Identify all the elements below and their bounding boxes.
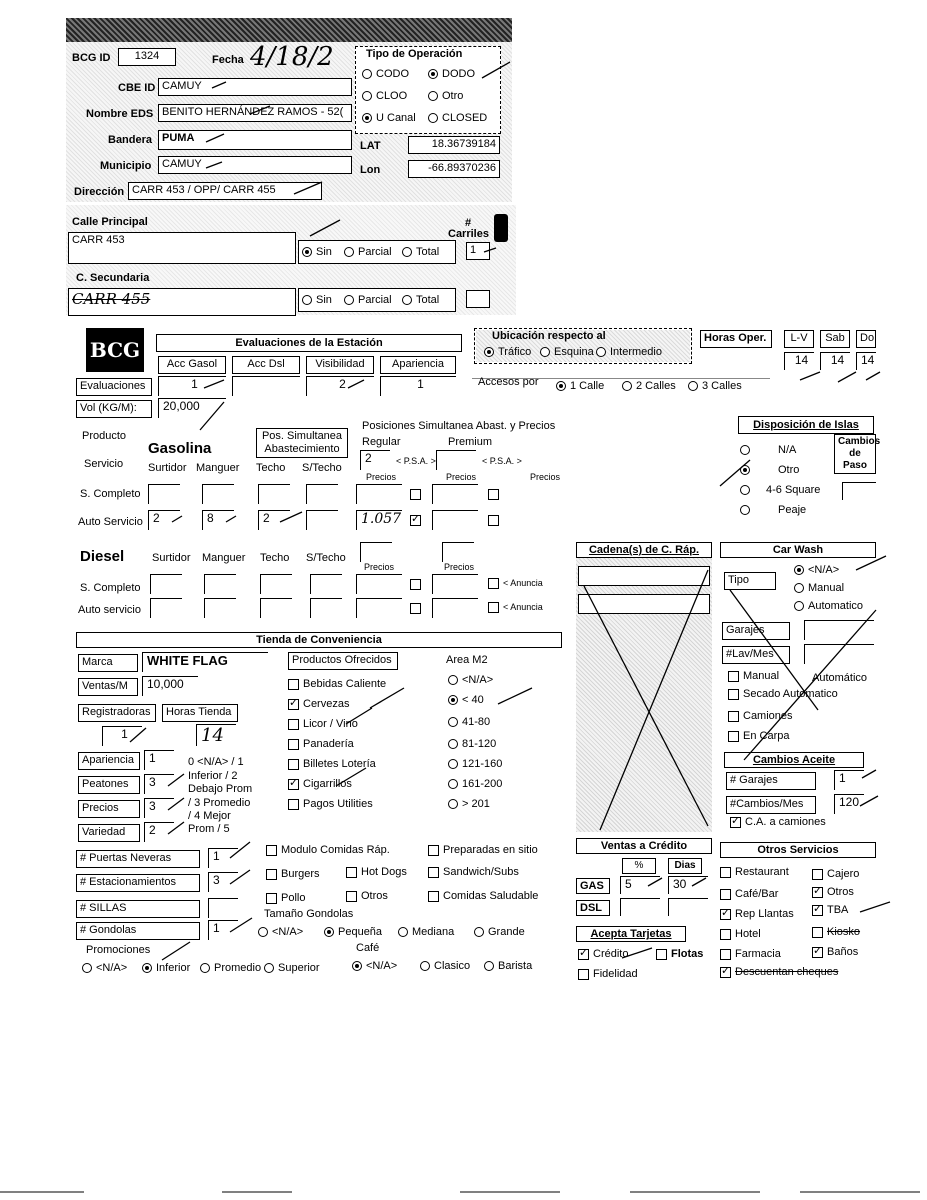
- calle-principal-field[interactable]: CARR 453: [68, 232, 296, 264]
- ventas-credito-title: Ventas a Crédito: [576, 838, 712, 854]
- municipio-field[interactable]: CAMUY: [158, 156, 352, 174]
- dsl-scompleto-anuncia[interactable]: < Anuncia: [488, 578, 543, 589]
- tamano-label: Tamaño Gondolas: [264, 908, 354, 920]
- op-cloo[interactable]: CLOO: [362, 90, 407, 102]
- horas-tienda-label: Horas Tienda: [162, 704, 238, 722]
- principal-total[interactable]: Total: [402, 246, 439, 258]
- prod-licor[interactable]: Licor / Vino: [288, 718, 358, 730]
- carwash-lav-label: #Lav/Mes: [722, 646, 790, 664]
- horas-tienda-field[interactable]: 14: [196, 724, 236, 746]
- gas-auto-regular-precio[interactable]: 1.057: [356, 510, 402, 530]
- fecha-label: Fecha: [212, 54, 244, 66]
- peatones-label: Peatones: [78, 776, 140, 794]
- area-na[interactable]: <N/A>: [448, 674, 493, 686]
- apariencia-label: Apariencia: [78, 752, 140, 770]
- estac-label: # Estacionamientos: [76, 874, 200, 892]
- regular-psa-hint: < P.S.A. >: [396, 456, 436, 466]
- dsl-precios-hint-1: Precios: [364, 562, 395, 572]
- bandera-label: Bandera: [108, 134, 153, 146]
- carwash-garajes-label: Garajes: [722, 622, 790, 640]
- nombre-label: Nombre EDS: [86, 108, 154, 120]
- tarjeta-credito[interactable]: ✓Crédito: [578, 948, 628, 960]
- mark-16: [800, 372, 880, 382]
- mark-4: [206, 162, 222, 168]
- pos-simultanea-label: Pos. Simultanea Abastecimiento: [256, 428, 348, 458]
- operacion-title: Tipo de Operación: [366, 48, 463, 60]
- aceite-cambios-field[interactable]: 120: [834, 794, 864, 814]
- pos-precios-label: Posiciones Simultanea Abast. y Precios: [362, 420, 556, 432]
- municipio-label: Municipio: [100, 160, 152, 172]
- otros-descuentan[interactable]: ✓Descuentan cheques: [720, 966, 838, 978]
- islas-peaje[interactable]: Peaje: [740, 504, 806, 516]
- promo-inferior[interactable]: Inferior: [142, 962, 190, 974]
- carwash-camiones[interactable]: Camiones: [728, 710, 793, 722]
- tienda-title: Tienda de Conveniencia: [76, 632, 562, 648]
- eval-apariencia-field[interactable]: 1: [380, 376, 456, 396]
- otros-restaurant[interactable]: Restaurant: [720, 866, 789, 878]
- puertas-field[interactable]: 1: [208, 848, 238, 868]
- gas-row-autoservicio-label: Auto Servicio: [78, 516, 143, 528]
- mark-29: [622, 948, 652, 958]
- otros-rep-llantas[interactable]: ✓Rep Llantas: [720, 908, 794, 920]
- carwash-carpa[interactable]: En Carpa: [728, 730, 789, 742]
- carwash-automatico[interactable]: Automatico: [794, 600, 863, 612]
- aceite-title: Cambios Aceite: [724, 752, 864, 768]
- carwash-title: Car Wash: [720, 542, 876, 558]
- islas-title: Disposición de Islas: [738, 416, 874, 434]
- secundaria-total[interactable]: Total: [402, 294, 439, 306]
- sillas-label: # SILLAS: [76, 900, 200, 918]
- saludable[interactable]: Comidas Saludable: [428, 890, 538, 902]
- area-201[interactable]: > 201: [448, 798, 490, 810]
- precios-hint-2: Precios: [446, 472, 477, 482]
- mark-1: [212, 82, 226, 88]
- prod-bebidas[interactable]: Bebidas Caliente: [288, 678, 386, 690]
- otros-tba[interactable]: ✓ TBA: [812, 904, 848, 916]
- horas-sab-field[interactable]: 14: [820, 352, 850, 370]
- mark-5: [294, 182, 322, 194]
- burgers[interactable]: Burgers: [266, 868, 320, 880]
- prod-cervezas[interactable]: ✓Cervezas: [288, 698, 349, 710]
- islas-square[interactable]: 4-6 Square: [740, 484, 820, 496]
- estac-field[interactable]: 3: [208, 872, 238, 892]
- preparadas[interactable]: Preparadas en sitio: [428, 844, 538, 856]
- prod-pagos[interactable]: Pagos Utilities: [288, 798, 373, 810]
- evaluaciones-label: Evaluaciones: [76, 378, 152, 396]
- otros-cajero[interactable]: Cajero: [812, 868, 859, 880]
- scale-1: Inferior / 2: [188, 770, 238, 782]
- lat-label: LAT: [360, 140, 381, 152]
- op-codo[interactable]: CODO: [362, 68, 409, 80]
- principal-sin[interactable]: Sin: [302, 246, 332, 258]
- gas-auto-surtidor[interactable]: 2: [148, 510, 180, 530]
- otros-comidas[interactable]: Otros: [346, 890, 388, 902]
- tamano-grande[interactable]: Grande: [474, 926, 525, 938]
- eval-header-visibilidad: Visibilidad: [306, 356, 374, 374]
- prod-billetes[interactable]: Billetes Lotería: [288, 758, 376, 770]
- mark-13: [226, 516, 236, 522]
- diesel-title: Diesel: [80, 548, 125, 565]
- bcg-logo: BCG: [86, 328, 144, 372]
- secundaria-parcial[interactable]: Parcial: [344, 294, 392, 306]
- tamano-na[interactable]: <N/A>: [258, 926, 303, 938]
- otros-banos[interactable]: ✓ Baños: [812, 946, 858, 958]
- mark-26: [860, 770, 878, 806]
- horas-dom-label: Do: [856, 330, 876, 348]
- gas-auto-manguer[interactable]: 8: [202, 510, 234, 530]
- mark-17: [498, 688, 532, 704]
- dsl-col-stecho: S/Techo: [306, 552, 346, 564]
- calle-secundaria-label: C. Secundaria: [76, 272, 150, 284]
- eval-header-apariencia: Apariencia: [380, 356, 456, 374]
- registradoras-field[interactable]: 1: [102, 726, 142, 746]
- area-81-120[interactable]: 81-120: [448, 738, 496, 750]
- tarjeta-fidelidad[interactable]: Fidelidad: [578, 968, 638, 980]
- eval-header-accgasol: Acc Gasol: [158, 356, 226, 374]
- carriles-field[interactable]: 1: [466, 242, 490, 260]
- direccion-field[interactable]: CARR 453 / OPP/ CARR 455: [128, 182, 322, 200]
- mark-9: [204, 380, 224, 388]
- horas-oper-label: Horas Oper.: [700, 330, 772, 348]
- tamano-pequena[interactable]: Pequeña: [324, 926, 382, 938]
- otros-title: Otros Servicios: [720, 842, 876, 858]
- variedad-field[interactable]: 2: [144, 822, 174, 842]
- promo-superior[interactable]: Superior: [264, 962, 320, 974]
- mark-21: [130, 728, 146, 742]
- horas-dom-field[interactable]: 14: [856, 352, 876, 370]
- ventas-field[interactable]: 10,000: [142, 676, 198, 696]
- bandera-field[interactable]: PUMA: [158, 130, 352, 150]
- direccion-label: Dirección: [74, 186, 125, 198]
- scale-0: 0 <N/A> / 1: [188, 756, 244, 768]
- ventas-label: Ventas/M: [78, 678, 138, 696]
- op-ucanal[interactable]: U Canal: [362, 112, 416, 124]
- regular-psa-field[interactable]: 2: [360, 450, 390, 470]
- pollo[interactable]: Pollo: [266, 892, 305, 904]
- bcg-id-field[interactable]: 1324: [118, 48, 176, 66]
- mark-18: [370, 688, 404, 708]
- horas-lv-field[interactable]: 14: [784, 352, 814, 370]
- mark-8: [484, 248, 496, 252]
- evaluaciones-title: Evaluaciones de la Estación: [156, 334, 462, 352]
- eval-header-accdsl: Acc Dsl: [232, 356, 300, 374]
- aceite-garajes-field[interactable]: 1: [834, 770, 864, 790]
- mark-22: [168, 774, 184, 834]
- registradoras-label: Registradoras: [78, 704, 156, 722]
- mark-12: [172, 516, 182, 522]
- vol-label: Vol (KG/M):: [76, 400, 152, 418]
- cafe-na[interactable]: <N/A>: [352, 960, 397, 972]
- carwash-tipo-label: Tipo: [724, 572, 776, 590]
- calle-secundaria-field[interactable]: CARR 455: [68, 288, 296, 316]
- nombre-field[interactable]: BENITO HERNÁNDEZ RAMOS - 52(: [158, 104, 352, 122]
- mark-19: [346, 708, 372, 724]
- aceite-ca-camiones[interactable]: ✓C.A. a camiones: [730, 816, 826, 828]
- cafe-clasico[interactable]: Clasico: [420, 960, 470, 972]
- sandwich[interactable]: Sandwich/Subs: [428, 866, 519, 878]
- ubic-trafico[interactable]: Tráfico: [484, 346, 531, 358]
- eval-visibilidad-field[interactable]: 2: [306, 376, 374, 396]
- op-otro[interactable]: Otro: [428, 90, 463, 102]
- gas-col-surtidor: Surtidor: [148, 462, 187, 474]
- peatones-field[interactable]: 3: [144, 774, 174, 794]
- area-label: Area M2: [446, 654, 488, 666]
- gasolina-title: Gasolina: [148, 440, 212, 457]
- mark-7: [310, 220, 340, 236]
- premium-psa-hint: < P.S.A. >: [482, 456, 522, 466]
- marca-field[interactable]: WHITE FLAG: [142, 652, 268, 672]
- precios-label: Precios: [78, 800, 140, 818]
- mark-25: [856, 556, 886, 570]
- dsl-credito-label: DSL: [576, 900, 610, 916]
- promo-promedio[interactable]: Promedio: [200, 962, 261, 974]
- mark-20: [336, 768, 366, 786]
- mark-15: [720, 460, 750, 486]
- principal-parcial[interactable]: Parcial: [344, 246, 392, 258]
- dsl-precios-hint-2: Precios: [444, 562, 475, 572]
- ubic-intermedio[interactable]: Intermedio: [596, 346, 662, 358]
- apariencia-field[interactable]: 1: [144, 750, 174, 770]
- gas-col-stecho: S/Techo: [302, 462, 342, 474]
- precios-hint-1: Precios: [366, 472, 397, 482]
- lon-field[interactable]: -66.89370236: [408, 160, 500, 178]
- mark-3: [206, 134, 224, 142]
- producto-label: Producto: [82, 430, 127, 442]
- cross-lines: [584, 570, 876, 830]
- cafe-barista[interactable]: Barista: [484, 960, 532, 972]
- servicio-label: Servicio: [84, 458, 124, 470]
- scale-4: / 4 Mejor: [188, 810, 231, 822]
- gas-auto-techo[interactable]: 2: [258, 510, 290, 530]
- aceite-garajes-label: # Garajes: [726, 772, 816, 790]
- productos-label: Productos Ofrecidos: [288, 652, 398, 670]
- promociones-label: Promociones: [86, 944, 151, 956]
- carwash-manual-check[interactable]: Manual: [728, 670, 779, 682]
- mark-24: [162, 942, 190, 960]
- tarjeta-flotas[interactable]: Flotas: [656, 948, 703, 960]
- premium-label: Premium: [448, 436, 493, 448]
- gas-row-scompleto-label: S. Completo: [80, 488, 141, 500]
- dsl-col-surtidor: Surtidor: [152, 552, 191, 564]
- lon-label: Lon: [360, 164, 381, 176]
- dias-label: Dias: [668, 858, 702, 874]
- otros-cafebar[interactable]: Café/Bar: [720, 888, 778, 900]
- op-closed[interactable]: CLOSED: [428, 112, 487, 124]
- area-121-160[interactable]: 121-160: [448, 758, 502, 770]
- otros-otros[interactable]: ✓ Otros: [812, 886, 854, 898]
- carwash-na[interactable]: <N/A>: [794, 564, 839, 576]
- cbe-id-field[interactable]: CAMUY: [158, 78, 352, 96]
- aceite-cambios-label: #Cambios/Mes: [726, 796, 816, 814]
- lat-field[interactable]: 18.36739184: [408, 136, 500, 154]
- prod-panaderia[interactable]: Panadería: [288, 738, 354, 750]
- gas-pct-field[interactable]: 5: [620, 876, 660, 894]
- islas-otro[interactable]: Otro: [740, 464, 799, 476]
- accesos-2calles[interactable]: 2 Calles: [622, 380, 676, 392]
- gondolas-label: # Gondolas: [76, 922, 200, 940]
- precios-field[interactable]: 3: [144, 798, 174, 818]
- puertas-label: # Puertas Neveras: [76, 850, 200, 868]
- eval-accgasol-field[interactable]: 1: [158, 376, 226, 396]
- cadenas-title: Cadena(s) de C. Ráp.: [576, 542, 712, 558]
- mark-14: [280, 512, 302, 522]
- mark-11: [200, 402, 224, 430]
- dsl-row-auto-label: Auto servicio: [78, 604, 141, 616]
- otros-kiosko[interactable]: Kiosko: [812, 926, 860, 938]
- horas-sab-label: Sab: [820, 330, 850, 348]
- variedad-label: Variedad: [78, 824, 140, 842]
- area-161-200[interactable]: 161-200: [448, 778, 502, 790]
- gas-col-manguer: Manguer: [196, 462, 240, 474]
- ubic-esquina[interactable]: Esquina: [540, 346, 594, 358]
- carwash-manual[interactable]: Manual: [794, 582, 844, 594]
- carwash-auto-label: Automático: [812, 672, 868, 684]
- mark-28: [648, 878, 706, 886]
- dsl-row-scompleto-label: S. Completo: [80, 582, 141, 594]
- area-41-80[interactable]: 41-80: [448, 716, 490, 728]
- carwash-secado[interactable]: Secado Automatico: [728, 688, 838, 700]
- promo-na[interactable]: <N/A>: [82, 962, 127, 974]
- accesos-label: Accesos por: [478, 376, 539, 388]
- gas-dias-field[interactable]: 30: [668, 876, 708, 894]
- dsl-auto-anuncia[interactable]: < Anuncia: [488, 602, 543, 613]
- mark-6: [482, 62, 510, 78]
- modulo-comidas[interactable]: Modulo Comidas Ráp.: [266, 844, 390, 856]
- accesos-1calle[interactable]: 1 Calle: [556, 380, 604, 392]
- mark-23: [230, 842, 252, 932]
- tamano-mediana[interactable]: Mediana: [398, 926, 454, 938]
- gondolas-field[interactable]: 1: [208, 920, 238, 940]
- calle-principal-label: Calle Principal: [72, 216, 148, 228]
- cbe-id-label: CBE ID: [118, 82, 156, 94]
- precios-hint-3: Precios: [530, 472, 561, 482]
- ubicacion-title: Ubicación respecto al: [492, 330, 606, 342]
- bcg-id-label: BCG ID: [72, 52, 111, 64]
- cafe-label: Café: [356, 942, 380, 954]
- otros-farmacia[interactable]: Farmacia: [720, 948, 781, 960]
- dsl-col-manguer: Manguer: [202, 552, 246, 564]
- op-dodo[interactable]: DODO: [428, 68, 475, 80]
- marca-label: Marca: [78, 654, 138, 672]
- fecha-value: 4/18/2: [250, 42, 334, 72]
- mark-27: [860, 902, 890, 912]
- mark-2: [250, 106, 270, 114]
- pct-label: %: [622, 858, 656, 874]
- cambios-paso-label: Cambios de Paso: [834, 434, 876, 474]
- gas-col-techo: Techo: [256, 462, 286, 474]
- carriles-label: # Carriles: [448, 217, 489, 240]
- mark-10: [348, 380, 364, 388]
- tarjetas-title: Acepta Tarjetas: [576, 926, 686, 942]
- islas-na[interactable]: N/A: [740, 444, 796, 456]
- scale-3: / 3 Promedio: [188, 797, 251, 809]
- dsl-col-techo: Techo: [260, 552, 290, 564]
- horas-lv-label: L-V: [784, 330, 814, 348]
- hotdogs[interactable]: Hot Dogs: [346, 866, 407, 878]
- accesos-3calles[interactable]: 3 Calles: [688, 380, 742, 392]
- regular-label: Regular: [362, 436, 401, 448]
- secundaria-sin[interactable]: Sin: [302, 294, 332, 306]
- scale-5: Prom / 5: [188, 823, 230, 835]
- area-40[interactable]: < 40: [448, 694, 484, 706]
- gas-credito-label: GAS: [576, 878, 610, 894]
- vol-field[interactable]: 20,000: [158, 398, 226, 418]
- prod-cigarrillos[interactable]: ✓Cigarrillos: [288, 778, 352, 790]
- scale-2: Debajo Prom: [188, 783, 253, 795]
- otros-hotel[interactable]: Hotel: [720, 928, 761, 940]
